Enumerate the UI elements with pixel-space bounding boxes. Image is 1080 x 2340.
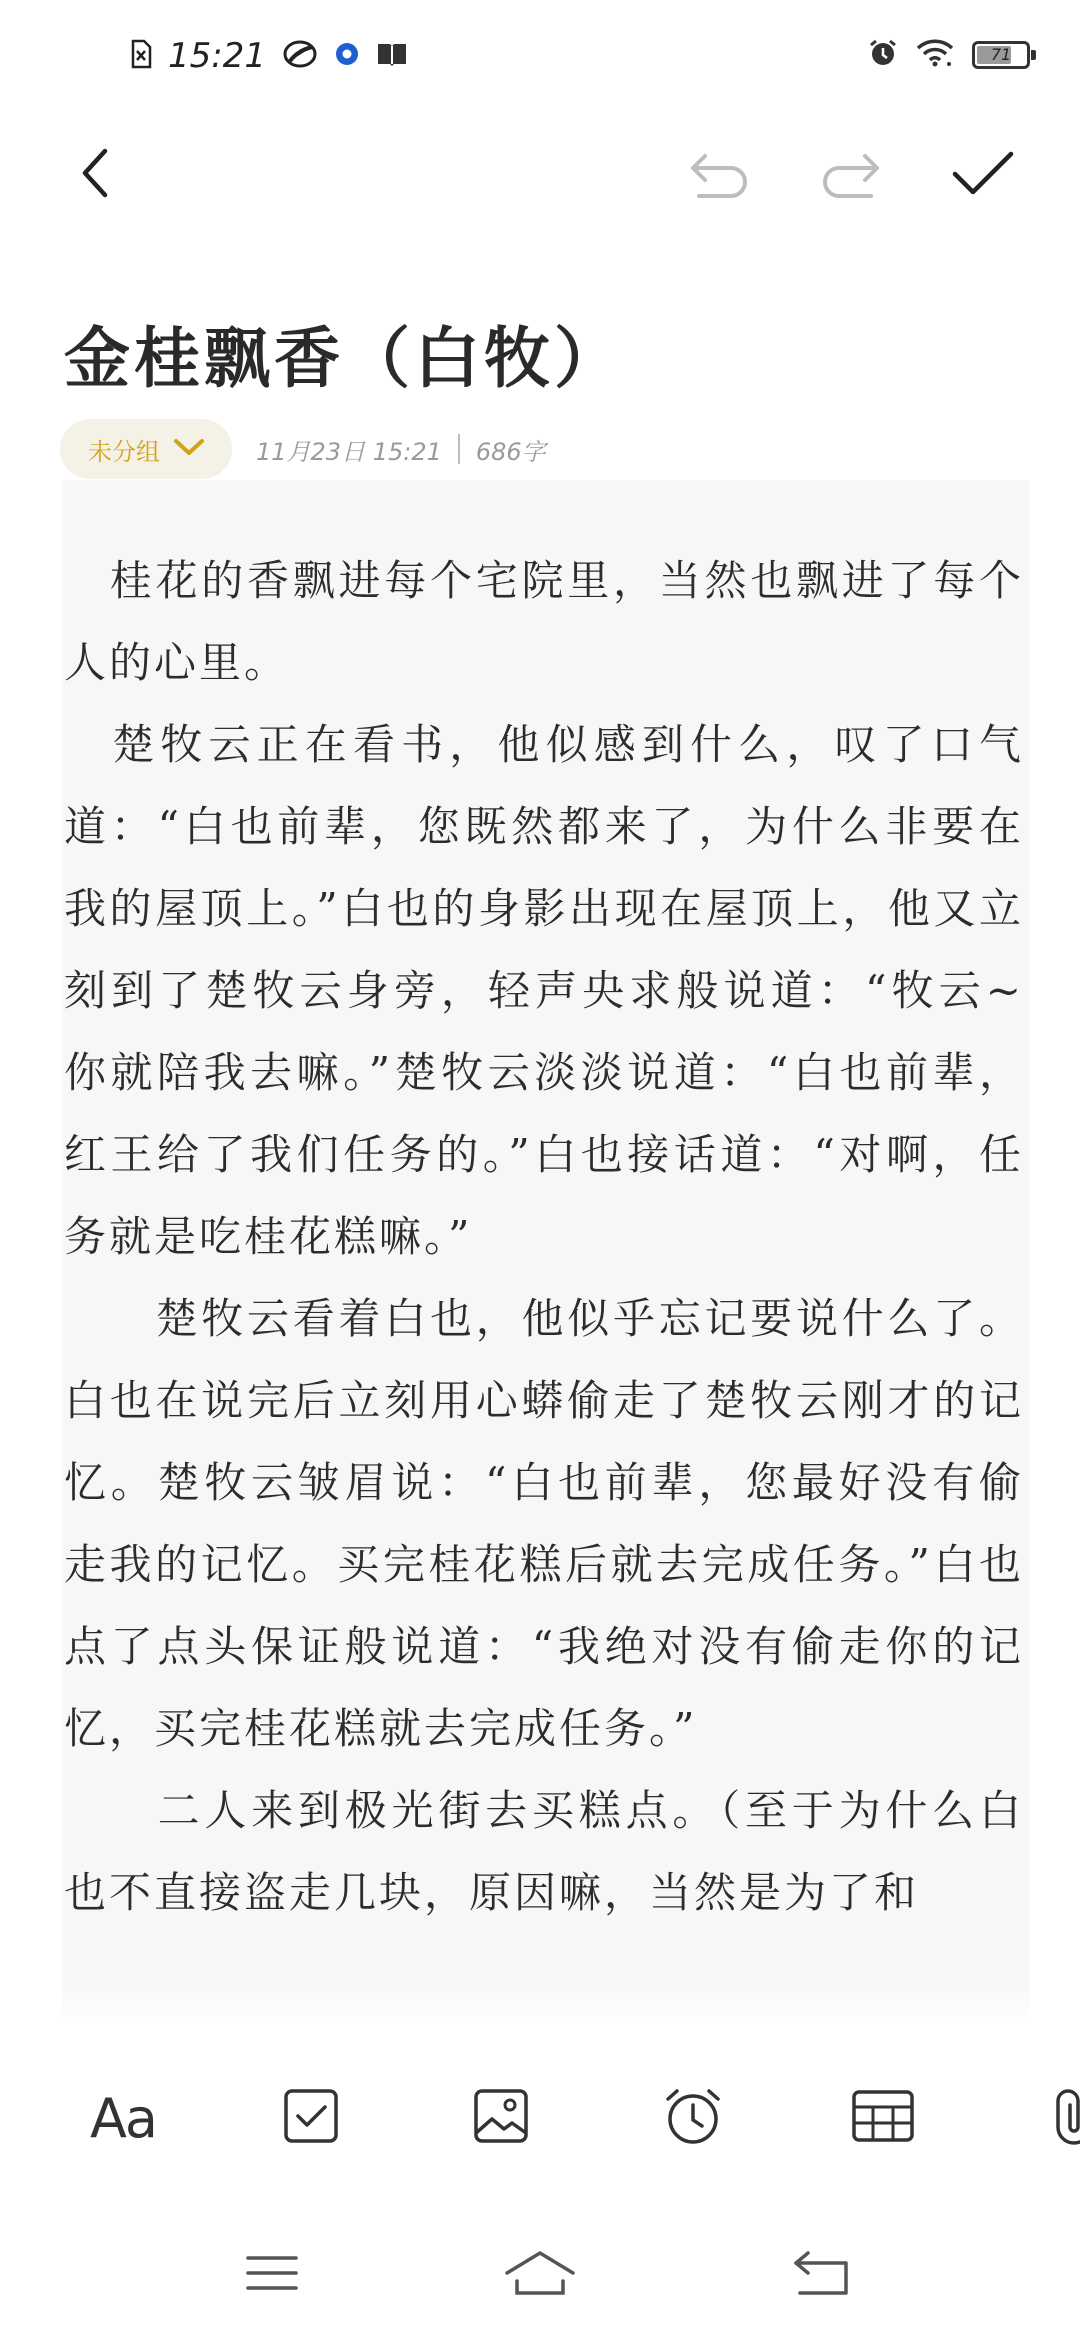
word-count: 686字 [475, 437, 546, 466]
table-icon [851, 2089, 915, 2147]
back-nav-button[interactable] [762, 2240, 882, 2310]
text-format-button[interactable] [78, 2073, 168, 2163]
alarm-clock-icon [662, 2085, 724, 2151]
note-body[interactable] [64, 540, 1024, 1934]
checkmark-icon [951, 148, 1015, 202]
sim-off-icon [130, 39, 152, 73]
system-nav-bar [0, 2210, 1080, 2340]
checklist-button[interactable] [266, 2073, 356, 2163]
status-time: 15:21 [168, 36, 266, 76]
home-icon [503, 2249, 577, 2301]
note-meta [60, 418, 546, 480]
back-nav-icon [790, 2249, 854, 2301]
meta-divider [458, 434, 460, 464]
home-button[interactable] [480, 2240, 600, 2310]
wifi-icon [916, 39, 954, 71]
circle-app-icon [334, 41, 360, 71]
status-left [130, 36, 408, 76]
image-icon [472, 2087, 530, 2149]
chevron-down-icon [172, 436, 206, 462]
note-paragraph: 楚牧云看着白也，他似乎忘记要说什么了。白也在说完后立刻用心蟒偷走了楚牧云刚才的记忆。楚牧云皱眉说：“白也前辈，您最好没有偷走我的记忆。买完桂花糕后就去完成任务。”白也点了点头保证般说道：“我绝对没有偷走你的记忆，买完桂花糕就去完成任务。” [64, 1294, 1024, 1753]
text-format-icon: Aa [89, 2086, 157, 2150]
back-icon [75, 143, 115, 207]
status-bar [0, 0, 1080, 120]
editor-toolbar [0, 120, 1080, 230]
group-label: 未分组 [88, 437, 160, 466]
back-button[interactable] [45, 120, 145, 230]
reminder-button[interactable] [648, 2073, 738, 2163]
table-button[interactable] [838, 2073, 928, 2163]
undo-button[interactable] [670, 120, 770, 230]
recents-button[interactable] [212, 2240, 332, 2310]
undo-icon [685, 146, 755, 204]
book-app-icon [376, 41, 408, 71]
alarm-status-icon [868, 38, 898, 72]
format-toolbar [0, 2025, 1080, 2210]
menu-icon [244, 2253, 300, 2297]
note-paragraph: 桂花的香飘进每个宅院里，当然也飘进了每个人的心里。 [64, 556, 1024, 687]
image-button[interactable] [456, 2073, 546, 2163]
note-paragraph: 二人来到极光街去买糕点。（至于为什么白也不直接盗走几块，原因嘛，当然是为了和 [64, 1786, 1024, 1917]
content-fade [0, 1980, 1080, 2025]
app-notification-icon [282, 39, 318, 73]
battery-icon [972, 41, 1030, 69]
done-button[interactable] [933, 120, 1033, 230]
attachment-button[interactable] [1030, 2073, 1080, 2163]
group-selector[interactable] [60, 419, 232, 479]
attachment-icon [1050, 2085, 1080, 2151]
battery-level: 71 [990, 45, 1012, 64]
note-date: 11月23日 15:21 [256, 437, 442, 466]
status-right [868, 38, 1030, 72]
redo-icon [815, 146, 885, 204]
note-paragraph: 楚牧云正在看书，他似感到什么，叹了口气道：“白也前辈，您既然都来了，为什么非要在我的屋顶上。”白也的身影出现在屋顶上，他又立刻到了楚牧云身旁，轻声央求般说道：“牧云~你就陪我去嘛。”楚牧云淡淡说道：“白也前辈，红王给了我们任务的。”白也接话道：“对啊，任务就是吃桂花糕嘛。” [64, 720, 1024, 1261]
redo-button[interactable] [800, 120, 900, 230]
checklist-icon [282, 2087, 340, 2149]
note-title[interactable]: 金桂飘香（白牧） [64, 319, 624, 397]
